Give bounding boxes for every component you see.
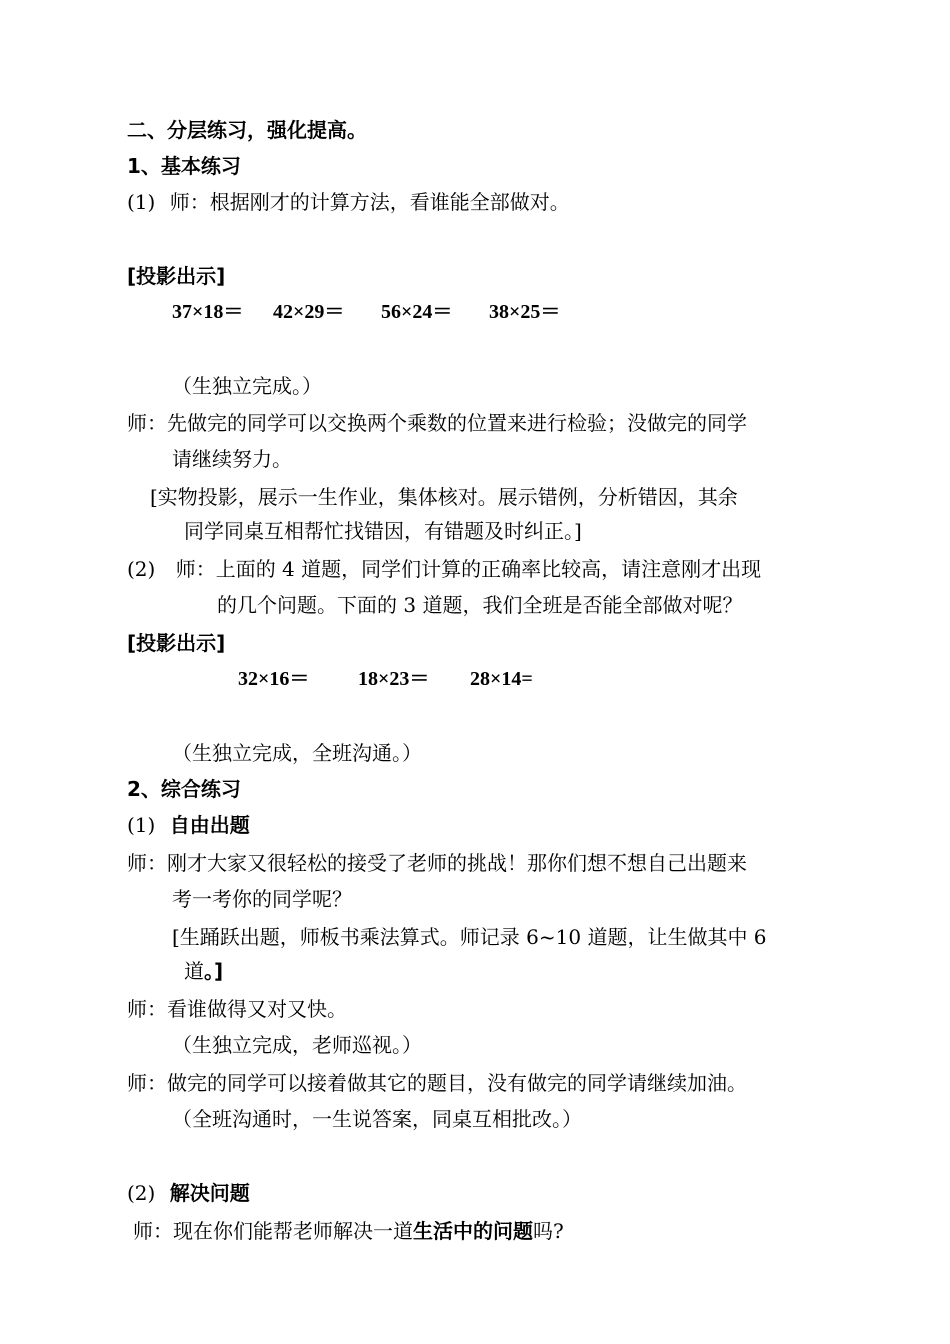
paragraph-2-line1: 师：上面的 4 道题，同学们计算的正确率比较高，请注意刚才出现 [175, 557, 762, 581]
basic-practice-heading: 1、基本练习 [127, 154, 241, 178]
teacher-line-5-a: 师：现在你们能帮老师解决一道 [133, 1219, 413, 1243]
paragraph-2 [127, 555, 761, 583]
subsection-number: (1) [127, 813, 156, 837]
note-independent-1: （生独立完成。） [172, 374, 322, 398]
subsection-free-questions [127, 811, 250, 839]
equation: 18×23＝ [358, 668, 430, 690]
teacher-line-1b: 请继续努力。 [172, 447, 292, 471]
teacher-line-3: 师：看谁做得又对又快。 [127, 997, 347, 1021]
teacher-line-4: 师：做完的同学可以接着做其它的题目，没有做完的同学请继续加油。 [127, 1071, 747, 1095]
bracket-note-2b-end: 。] [204, 959, 224, 983]
teacher-line-5-c: 吗? [533, 1219, 564, 1243]
teacher-line-5-emphasis: 生活中的问题 [413, 1219, 533, 1243]
equation: 28×14= [470, 668, 533, 690]
subsection-title: 自由出题 [169, 813, 250, 837]
equation: 38×25＝ [489, 301, 561, 323]
note-class-communication: （全班沟通时，一生说答案，同桌互相批改。） [172, 1107, 582, 1131]
note-independent-2: （生独立完成，全班沟通。） [172, 741, 422, 765]
bracket-note-1b: 同学同桌互相帮忙找错因，有错题及时纠正。] [184, 519, 582, 543]
projection-label-1: [投影出示] [127, 264, 226, 288]
paragraph-2-number: (2) [127, 557, 156, 581]
teacher-line-2b: 考一考你的同学呢？ [172, 887, 352, 911]
bracket-note-2b-text: 道 [184, 959, 204, 983]
paragraph-1-number: (1) [127, 190, 156, 214]
paragraph-1-text: 师：根据刚才的计算方法，看谁能全部做对。 [169, 190, 570, 214]
section-heading: 二、分层练习，强化提高。 [127, 118, 367, 142]
teacher-line-1a: 师：先做完的同学可以交换两个乘数的位置来进行检验；没做完的同学 [127, 411, 747, 435]
teacher-line-2a: 师：刚才大家又很轻松的接受了老师的挑战！那你们想不想自己出题来 [127, 851, 747, 875]
note-teacher-patrol: （生独立完成，老师巡视。） [172, 1033, 422, 1057]
bracket-note-2a: [生踊跃出题，师板书乘法算式。师记录 6~10 道题，让生做其中 6 [172, 925, 767, 949]
subsection-title: 解决问题 [169, 1181, 250, 1205]
paragraph-1 [127, 188, 570, 216]
equation: 42×29＝ [273, 301, 345, 323]
equation: 37×18＝ [172, 301, 244, 323]
paragraph-2-line2: 的几个问题。下面的 3 道题，我们全班是否能全部做对呢？ [217, 593, 743, 617]
equation: 56×24＝ [381, 301, 453, 323]
equation: 32×16＝ [238, 668, 310, 690]
bracket-note-1a: [实物投影，展示一生作业，集体核对。展示错例，分析错因，其余 [150, 485, 738, 509]
subsection-number: (2) [127, 1181, 156, 1205]
bracket-note-2b [184, 957, 223, 985]
teacher-line-5 [133, 1217, 564, 1245]
comprehensive-practice-heading: 2、综合练习 [127, 777, 241, 801]
subsection-solve-problems [127, 1179, 250, 1207]
projection-label-2: [投影出示] [127, 631, 226, 655]
